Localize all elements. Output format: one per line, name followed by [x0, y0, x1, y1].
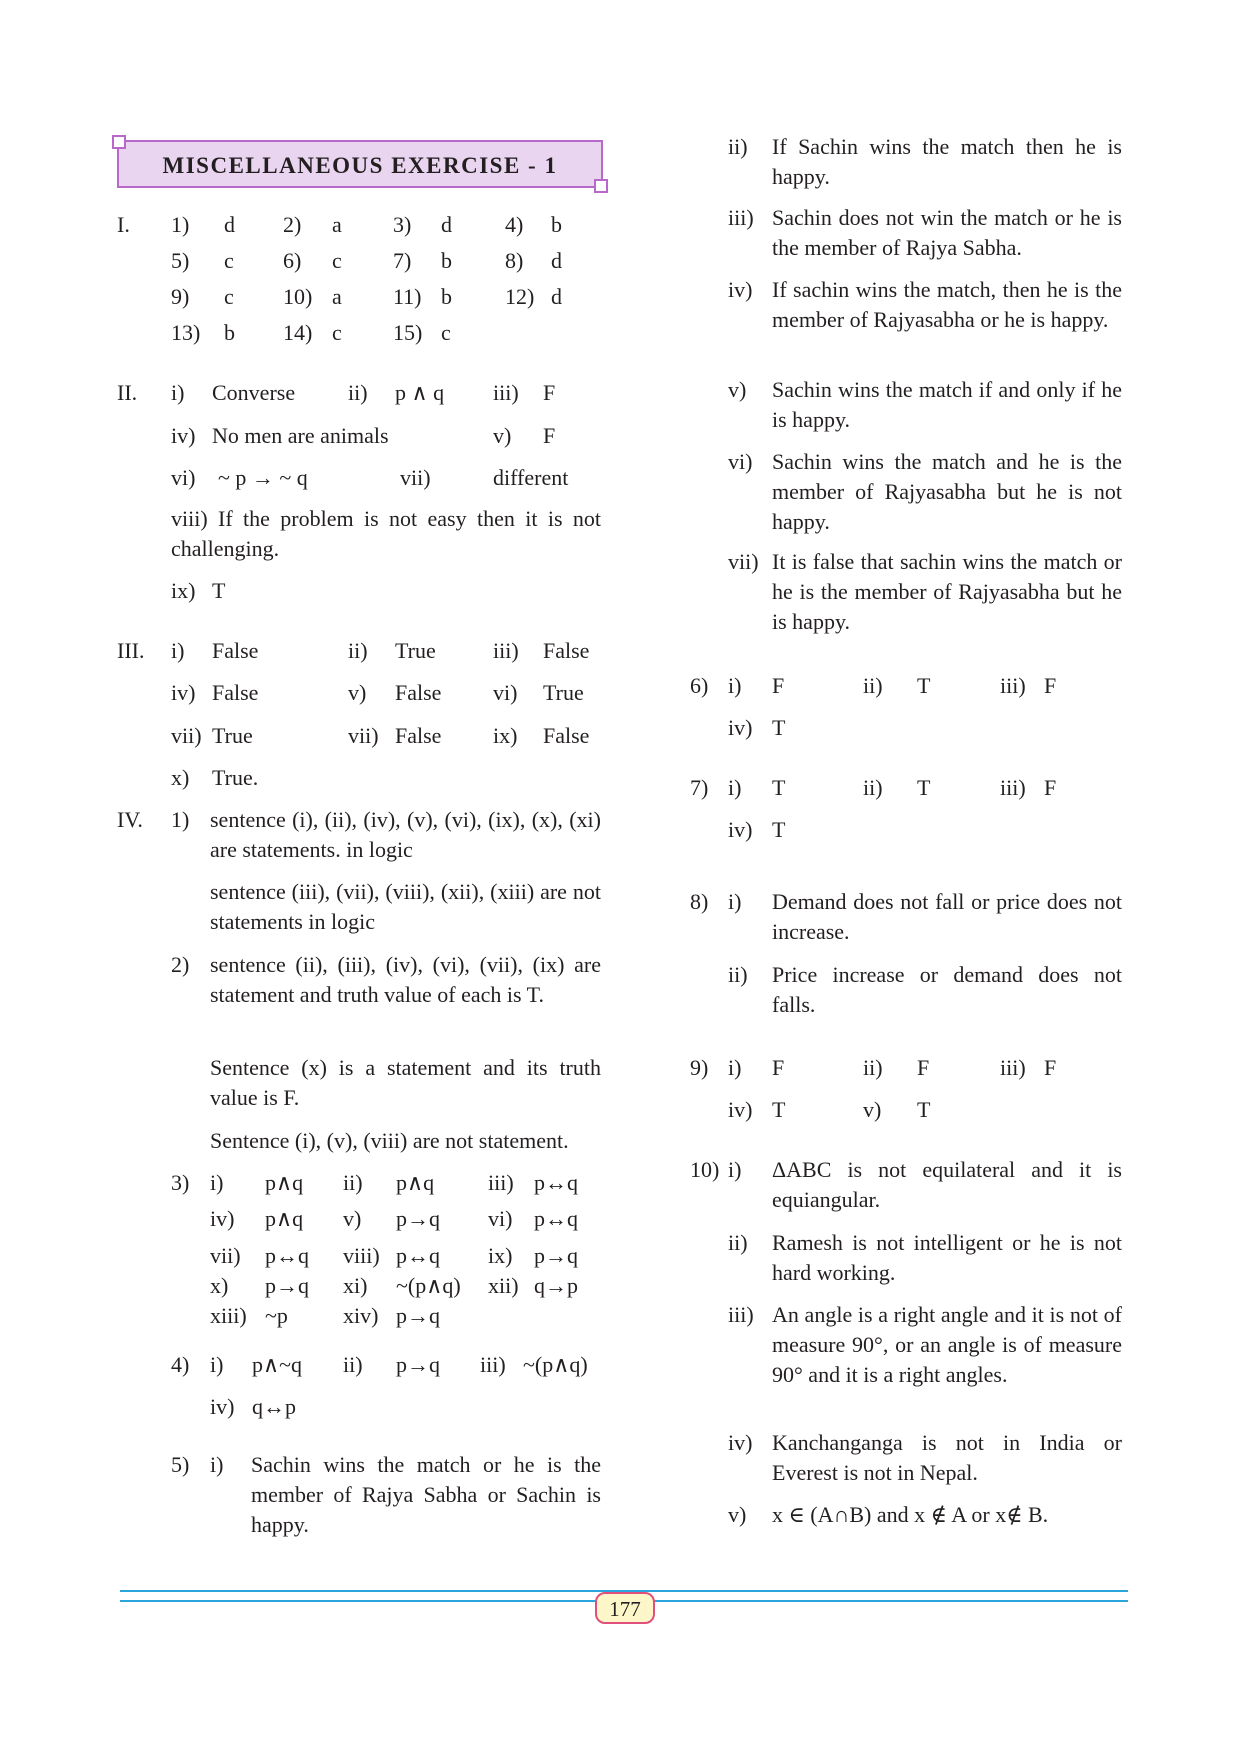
q5-item-text: Sachin wins the match if and only if he is happy. — [772, 377, 1122, 432]
q9-item-answer: F — [1044, 1055, 1057, 1080]
sec2-i-num: i) — [171, 380, 185, 405]
q4-item-num: iv) — [210, 1394, 235, 1419]
q3-item-formula: p∧q — [396, 1170, 435, 1195]
sec1-item-num: 8) — [505, 248, 524, 273]
q4-item-num: iii) — [480, 1352, 506, 1377]
sec4-q3-num: 3) — [171, 1170, 190, 1195]
sec1-item-answer: b — [224, 320, 235, 345]
sec4-q1-a: sentence (i), (ii), (iv), (v), (vi), (ix), (x), (xi) are statements. in logic — [210, 807, 601, 862]
q5-item-text: If sachin wins the match, then he is the member of Rajyasabha or he is happy. — [772, 277, 1122, 332]
sec3-item-num: iv) — [171, 680, 196, 705]
q7-item-answer: T — [772, 775, 786, 800]
sec3-item-answer: True — [543, 680, 584, 705]
sec1-item-answer: a — [332, 212, 342, 237]
q5-item-num: v) — [728, 377, 747, 402]
q10-item-num: iv) — [728, 1430, 753, 1455]
q7-num: 7) — [690, 775, 709, 800]
sec1-item-num: 5) — [171, 248, 190, 273]
q5-item-text: Sachin does not win the match or he is the member of Rajya Sabha. — [772, 205, 1122, 260]
exercise-title-box — [117, 140, 603, 188]
q3-item-num: iii) — [488, 1170, 514, 1195]
q4-item-formula: p∧~q — [252, 1352, 303, 1377]
q5-item-num: iii) — [728, 205, 754, 230]
q10-item-text: Kanchanganga is not in India or Everest is not in Nepal. — [772, 1430, 1122, 1485]
sec1-item-num: 15) — [393, 320, 423, 345]
q3-item-formula: q→p — [534, 1273, 578, 1298]
sec3-item-num: v) — [348, 680, 367, 705]
q6-item-num: i) — [728, 673, 742, 698]
sec3-item-answer: False — [395, 680, 442, 705]
sec3-x-num: x) — [171, 765, 190, 790]
q3-item-formula: ~(p∧q) — [396, 1273, 461, 1298]
q3-item-formula: p↔q — [265, 1243, 309, 1268]
q9-item-answer: F — [917, 1055, 930, 1080]
sec3-item-answer: True — [395, 638, 436, 663]
sec1-item-answer: d — [224, 212, 235, 237]
q10-item-num: v) — [728, 1502, 747, 1527]
q3-item-num: ii) — [343, 1170, 363, 1195]
sec1-item-answer: c — [332, 248, 342, 273]
q3-item-num: xiv) — [343, 1303, 379, 1328]
sec1-item-answer: c — [441, 320, 451, 345]
q5-item-num: vi) — [728, 449, 753, 474]
sec1-item-answer: a — [332, 284, 342, 309]
sec3-x-val: True. — [212, 765, 259, 790]
q6-item-answer: T — [772, 715, 786, 740]
sec4-q5-i-text: Sachin wins the match or he is the member of Rajya Sabha or Sachin is happy. — [251, 1452, 601, 1537]
sec2-v-val: F — [543, 423, 556, 448]
sec4-q1-b: sentence (iii), (vii), (viii), (xii), (xiii) are not statements in logic — [210, 879, 601, 934]
q3-item-formula: p→q — [396, 1303, 440, 1328]
q6-num: 6) — [690, 673, 709, 698]
q4-item-formula: q↔p — [252, 1394, 296, 1419]
q3-item-formula: p↔q — [534, 1206, 578, 1231]
sec1-item-num: 12) — [505, 284, 535, 309]
sec2-iv-num: iv) — [171, 423, 196, 448]
sec3-item-num: ix) — [493, 723, 518, 748]
sec2-iii-val: F — [543, 380, 556, 405]
sec2-vi-num: vi) — [171, 465, 196, 490]
q4-item-num: i) — [210, 1352, 224, 1377]
q8-ii-num: ii) — [728, 962, 748, 987]
sec2-ix-num: ix) — [171, 578, 196, 603]
sec3-item-num: ii) — [348, 638, 368, 663]
sec4-q4-num: 4) — [171, 1352, 190, 1377]
q7-item-num: i) — [728, 775, 742, 800]
sec3-item-num: vii) — [348, 723, 379, 748]
section-3-label: III. — [117, 638, 145, 663]
q3-item-formula: p∧q — [265, 1170, 304, 1195]
q3-item-num: xii) — [488, 1273, 519, 1298]
q3-item-formula: ~p — [265, 1303, 288, 1328]
sec2-ii-num: ii) — [348, 380, 368, 405]
q3-item-formula: p↔q — [396, 1243, 440, 1268]
sec1-item-answer: b — [551, 212, 562, 237]
sec4-q5-num: 5) — [171, 1452, 190, 1477]
sec1-item-num: 3) — [393, 212, 412, 237]
q5-item-text: It is false that sachin wins the match or he is the member of Rajyasabha but he is happy. — [772, 549, 1122, 634]
sec4-q2-a: sentence (ii), (iii), (iv), (vi), (vii), (ix) are statement and truth value of each is T. — [210, 952, 601, 1007]
q4-item-formula: p→q — [396, 1352, 440, 1377]
sec1-item-answer: b — [441, 248, 452, 273]
q6-item-answer: F — [1044, 673, 1057, 698]
q8-i-text: Demand does not fall or price does not increase. — [772, 889, 1122, 944]
sec3-item-answer: False — [212, 638, 259, 663]
q9-item-answer: T — [772, 1097, 786, 1122]
q3-item-formula: p↔q — [534, 1170, 578, 1195]
sec4-q2-b: Sentence (x) is a statement and its truth value is F. — [210, 1055, 601, 1110]
sec1-item-answer: c — [224, 284, 234, 309]
q9-item-num: iii) — [1000, 1055, 1026, 1080]
q9-item-num: i) — [728, 1055, 742, 1080]
sec1-item-num: 2) — [283, 212, 302, 237]
section-2-label: II. — [117, 380, 138, 405]
sec4-q2-num: 2) — [171, 952, 190, 977]
q9-item-num: ii) — [863, 1055, 883, 1080]
q7-item-answer: T — [772, 817, 786, 842]
sec2-vii-val: different — [493, 465, 569, 490]
sec4-q1-num: 1) — [171, 807, 190, 832]
q4-item-num: ii) — [343, 1352, 363, 1377]
sec2-vii-num: vii) — [400, 465, 431, 490]
sec3-item-answer: False — [543, 638, 590, 663]
q9-item-num: v) — [863, 1097, 882, 1122]
q3-item-num: x) — [210, 1273, 229, 1298]
q3-item-num: ix) — [488, 1243, 513, 1268]
q5-item-text: Sachin wins the match and he is the member of Rajyasabha but he is not happy. — [772, 449, 1122, 534]
sec2-ix-val: T — [212, 578, 226, 603]
sec3-item-num: vii) — [171, 723, 202, 748]
q5-item-num: vii) — [728, 549, 759, 574]
q6-item-num: iv) — [728, 715, 753, 740]
q7-item-answer: F — [1044, 775, 1057, 800]
sec3-item-answer: True — [212, 723, 253, 748]
q9-item-answer: T — [917, 1097, 931, 1122]
sec1-item-num: 9) — [171, 284, 190, 309]
sec1-item-num: 14) — [283, 320, 313, 345]
sec1-item-num: 13) — [171, 320, 201, 345]
q3-item-num: i) — [210, 1170, 224, 1195]
sec4-q2-c: Sentence (i), (v), (viii) are not statement. — [210, 1128, 569, 1153]
q6-item-answer: F — [772, 673, 785, 698]
q3-item-num: xi) — [343, 1273, 368, 1298]
q3-item-num: vii) — [210, 1243, 241, 1268]
q9-item-answer: F — [772, 1055, 785, 1080]
q5-item-text: If Sachin wins the match then he is happy. — [772, 134, 1122, 189]
sec2-iii-num: iii) — [493, 380, 519, 405]
q10-item-text: ΔABC is not equilateral and it is equiangular. — [772, 1157, 1122, 1212]
q6-item-answer: T — [917, 673, 931, 698]
q3-item-formula: p→q — [534, 1243, 578, 1268]
q7-item-num: iii) — [1000, 775, 1026, 800]
sec1-item-num: 6) — [283, 248, 302, 273]
sec3-item-answer: False — [212, 680, 259, 705]
sec1-item-answer: d — [551, 248, 562, 273]
sec1-item-answer: d — [441, 212, 452, 237]
sec2-ii-val: p ∧ q — [395, 380, 445, 405]
sec1-item-num: 11) — [393, 284, 422, 309]
q10-item-num: iii) — [728, 1302, 754, 1327]
sec3-item-num: iii) — [493, 638, 519, 663]
sec2-vi-val: ~ p → ~ q — [218, 465, 308, 490]
q10-num: 10) — [690, 1157, 720, 1182]
q3-item-formula: p→q — [396, 1206, 440, 1231]
q6-item-num: ii) — [863, 673, 883, 698]
q6-item-num: iii) — [1000, 673, 1026, 698]
q9-item-num: iv) — [728, 1097, 753, 1122]
sec1-item-answer: d — [551, 284, 562, 309]
sec1-item-num: 1) — [171, 212, 190, 237]
sec3-item-answer: False — [543, 723, 590, 748]
sec1-item-answer: b — [441, 284, 452, 309]
q10-item-text: An angle is a right angle and it is not of measure 90°, or an angle is of measure 90° and it is a right angles. — [772, 1302, 1122, 1387]
q3-item-num: viii) — [343, 1243, 380, 1268]
exercise-title: MISCELLANEOUS EXERCISE - 1 — [162, 153, 558, 178]
sec2-i-val: Converse — [212, 380, 296, 405]
sec3-item-num: vi) — [493, 680, 518, 705]
q7-item-num: ii) — [863, 775, 883, 800]
q3-item-num: vi) — [488, 1206, 513, 1231]
sec1-item-answer: c — [332, 320, 342, 345]
sec4-q5-i-num: i) — [210, 1452, 224, 1477]
q5-item-num: ii) — [728, 134, 748, 159]
q9-num: 9) — [690, 1055, 709, 1080]
q8-num: 8) — [690, 889, 709, 914]
sec2-v-num: v) — [493, 423, 512, 448]
q4-item-formula: ~(p∧q) — [523, 1352, 588, 1377]
q8-ii-text: Price increase or demand does not falls. — [772, 962, 1122, 1017]
q10-item-num: ii) — [728, 1230, 748, 1255]
sec1-item-num: 4) — [505, 212, 524, 237]
q3-item-formula: p→q — [265, 1273, 309, 1298]
q7-item-num: iv) — [728, 817, 753, 842]
sec3-item-answer: False — [395, 723, 442, 748]
sec1-item-answer: c — [224, 248, 234, 273]
section-1-label: I. — [117, 212, 130, 237]
sec1-item-num: 10) — [283, 284, 313, 309]
page-number: 177 — [595, 1592, 655, 1624]
q10-item-text: Ramesh is not intelligent or he is not hard working. — [772, 1230, 1122, 1285]
q7-item-answer: T — [917, 775, 931, 800]
sec2-iv-val: No men are animals — [212, 423, 389, 448]
q3-item-num: iv) — [210, 1206, 235, 1231]
sec3-item-num: i) — [171, 638, 185, 663]
sec1-item-num: 7) — [393, 248, 412, 273]
q10-item-text: x ∈ (A∩B) and x ∉ A or x∉ B. — [772, 1502, 1049, 1527]
q8-i-num: i) — [728, 889, 742, 914]
q3-item-num: v) — [343, 1206, 362, 1231]
sec2-viii: viii) If the problem is not easy then it is not challenging. — [171, 506, 601, 561]
q3-item-num: xiii) — [210, 1303, 247, 1328]
section-4-label: IV. — [117, 807, 143, 832]
q10-item-num: i) — [728, 1157, 742, 1182]
q5-item-num: iv) — [728, 277, 753, 302]
q3-item-formula: p∧q — [265, 1206, 304, 1231]
